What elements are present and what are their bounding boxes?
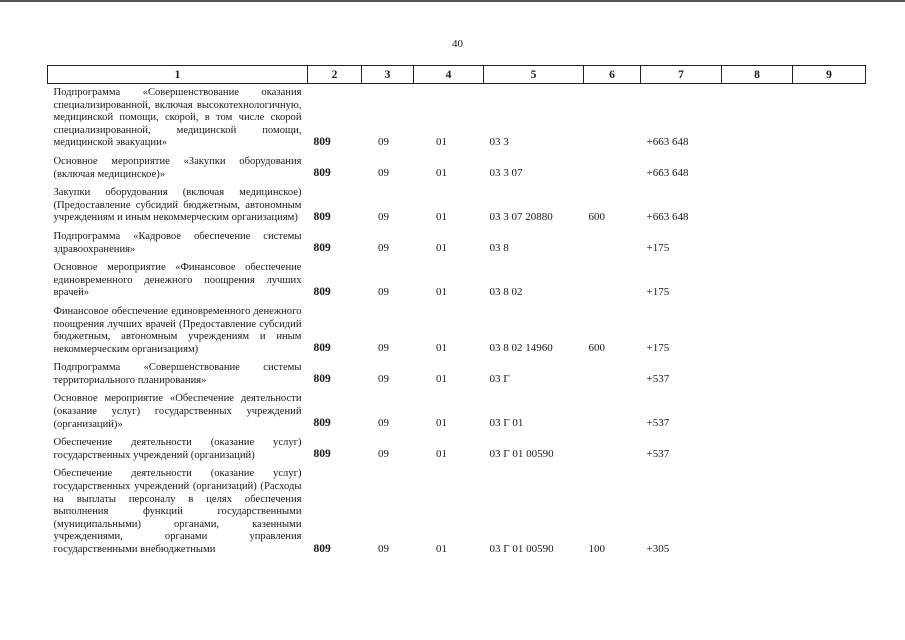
row-col9 (793, 153, 866, 184)
row-section: 09 (378, 242, 389, 255)
row-target-article: 03 3 07 20880 (489, 210, 553, 223)
row-target-article: 03 Г 01 00590 (489, 542, 554, 555)
row-target-article: 03 3 (489, 135, 509, 148)
row-col8 (722, 228, 793, 259)
row-amount: +663 648 (646, 135, 689, 148)
row-description: Подпрограмма «Совершенствование оказания специализированной, включая высокотехнологичную, медицинской помощи, скорой, в том числе скорой специализированной, медицинской помощи, медицинской эвакуации» (53, 87, 302, 149)
row-ministry-code: 809 (313, 417, 331, 430)
row-description: Основное мероприятие «Финансовое обеспечение единовременного денежного поощрения лучших врачей» (53, 262, 302, 299)
row-col8 (722, 303, 793, 359)
table-row (48, 84, 866, 153)
row-subsection: 01 (436, 542, 447, 555)
row-amount: +537 (646, 373, 670, 386)
row-amount: +175 (646, 242, 670, 255)
row-target-article: 03 8 (489, 242, 509, 255)
row-subsection: 01 (436, 210, 447, 223)
column-header: 9 (793, 66, 866, 84)
table-row (48, 303, 866, 359)
row-col9 (793, 390, 866, 434)
row-description: Обеспечение деятельности (оказание услуг) государственных учреждений (организаций) (53, 437, 302, 461)
row-col9 (793, 259, 866, 303)
row-target-article: 03 8 02 (489, 285, 523, 298)
row-target-article: 03 3 07 (489, 167, 523, 180)
column-header: 5 (484, 66, 584, 84)
row-ministry-code: 809 (313, 373, 331, 386)
row-section: 09 (378, 448, 389, 461)
row-section: 09 (378, 542, 389, 555)
row-ministry-code: 809 (313, 285, 331, 298)
table-row (48, 153, 866, 184)
table-row (48, 434, 866, 465)
row-col9 (793, 303, 866, 359)
row-expense-type (584, 228, 641, 259)
row-col8 (722, 434, 793, 465)
row-subsection: 01 (436, 373, 447, 386)
row-amount: +175 (646, 285, 670, 298)
table-row (48, 259, 866, 303)
row-target-article: 03 Г 01 (489, 417, 524, 430)
row-section: 09 (378, 373, 389, 386)
row-col8 (722, 359, 793, 390)
row-col8 (722, 184, 793, 228)
row-col8 (722, 84, 793, 153)
row-col9 (793, 434, 866, 465)
row-subsection: 01 (436, 135, 447, 148)
row-amount: +537 (646, 417, 670, 430)
row-amount: +537 (646, 448, 670, 461)
row-col9 (793, 228, 866, 259)
column-header: 6 (584, 66, 641, 84)
row-subsection: 01 (436, 167, 447, 180)
row-expense-type (584, 259, 641, 303)
row-description: Подпрограмма «Кадровое обеспечение системы здравоохранения» (53, 230, 302, 255)
table-row (48, 465, 866, 559)
row-ministry-code: 809 (313, 135, 331, 148)
table-row (48, 390, 866, 434)
row-description: Основное мероприятие «Обеспечение деятельности (оказание услуг) государственных учреждений (организаций)» (53, 393, 302, 430)
row-expense-type: 100 (588, 542, 605, 555)
row-expense-type (584, 359, 641, 390)
row-section: 09 (378, 167, 389, 180)
row-target-article: 03 Г 01 00590 (489, 448, 554, 461)
top-border-line (0, 0, 905, 2)
row-col9 (793, 465, 866, 559)
table-row (48, 228, 866, 259)
row-section: 09 (378, 135, 389, 148)
budget-table (47, 65, 866, 560)
row-ministry-code: 809 (313, 210, 331, 223)
row-description: Обеспечение деятельности (оказание услуг) государственных учреждений (организаций) (Расходы на выплаты персоналу в целях обеспечения выполнения функций государственными (муниципальными) органами, казенными учреждениями, органами управления государственными внебюджетными (53, 468, 302, 555)
row-subsection: 01 (436, 342, 447, 355)
row-description: Финансовое обеспечение единовременного денежного поощрения лучших врачей (Предоставление субсидий бюджетным, автономным учреждениям и иным некоммерческим организациям) (53, 305, 302, 355)
row-subsection: 01 (436, 448, 447, 461)
row-ministry-code: 809 (313, 167, 331, 180)
row-target-article: 03 8 02 14960 (489, 342, 553, 355)
header-row (48, 66, 866, 84)
row-ministry-code: 809 (313, 542, 331, 555)
column-header: 3 (362, 66, 414, 84)
row-section: 09 (378, 210, 389, 223)
row-ministry-code: 809 (313, 342, 331, 355)
row-description: Подпрограмма «Совершенствование системы территориального планирования» (53, 362, 302, 386)
row-amount: +663 648 (646, 167, 689, 180)
row-expense-type: 600 (588, 342, 605, 355)
row-col9 (793, 359, 866, 390)
row-subsection: 01 (436, 242, 447, 255)
row-section: 09 (378, 285, 389, 298)
column-header: 7 (641, 66, 722, 84)
row-subsection: 01 (436, 417, 447, 430)
row-section: 09 (378, 417, 389, 430)
table-row (48, 184, 866, 228)
column-header: 1 (48, 66, 308, 84)
row-expense-type: 600 (588, 210, 605, 223)
row-amount: +663 648 (646, 210, 689, 223)
row-expense-type (584, 434, 641, 465)
row-description: Основное мероприятие «Закупки оборудования (включая медицинское)» (53, 155, 302, 180)
row-col8 (722, 390, 793, 434)
row-amount: +305 (646, 542, 670, 555)
row-description: Закупки оборудования (включая медицинское) (Предоставление субсидий бюджетным, автономным учреждениям и иным некоммерческим организациям) (53, 187, 302, 224)
table-row (48, 359, 866, 390)
row-expense-type (584, 390, 641, 434)
row-ministry-code: 809 (313, 242, 331, 255)
row-ministry-code: 809 (313, 448, 331, 461)
row-subsection: 01 (436, 285, 447, 298)
row-expense-type (584, 84, 641, 153)
column-header: 4 (414, 66, 484, 84)
row-col9 (793, 184, 866, 228)
page-number: 40 (452, 38, 463, 50)
column-header: 2 (308, 66, 362, 84)
row-amount: +175 (646, 342, 670, 355)
row-col9 (793, 84, 866, 153)
column-header: 8 (722, 66, 793, 84)
row-col8 (722, 465, 793, 559)
row-section: 09 (378, 342, 389, 355)
row-col8 (722, 153, 793, 184)
row-col8 (722, 259, 793, 303)
row-target-article: 03 Г (489, 373, 510, 386)
row-expense-type (584, 153, 641, 184)
